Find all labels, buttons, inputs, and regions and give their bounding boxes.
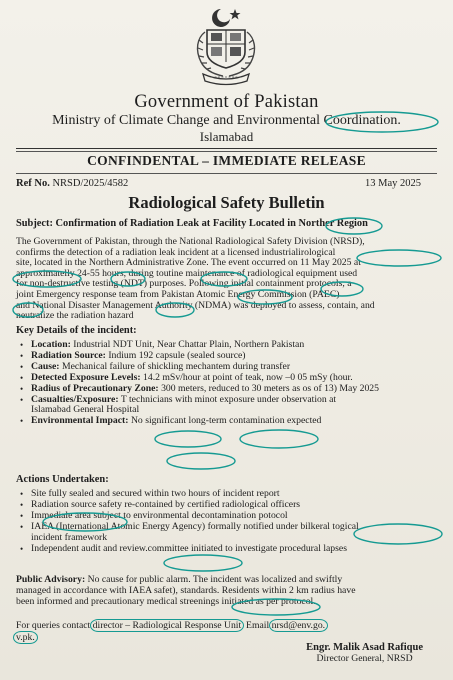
advisory-text: No cause for public alarm. The incident was localized and swiftly [87, 574, 343, 585]
detail-key: Environmental Impact: [31, 415, 129, 427]
intro-line: The Government of Pakistan, through the National Radiological Safety Division (NRSD), [16, 236, 365, 247]
detail-value: T technicians with minot exposure under observation at [120, 393, 337, 405]
city-line: Islamabad [199, 129, 254, 144]
list-item [16, 544, 437, 555]
state-emblem-icon [191, 6, 261, 86]
divider [16, 173, 437, 174]
reference-line [16, 178, 437, 189]
public-advisory [16, 575, 437, 608]
ministry-line [0, 113, 453, 129]
detail-key: Location: [31, 339, 71, 350]
government-heading: Government of Pakistan [134, 92, 319, 112]
actions-heading: Actions Undertaken: [16, 474, 109, 485]
ref-number: NRSD/2025/4582 [52, 178, 129, 189]
list-item [16, 395, 437, 417]
annotation-oval [240, 430, 318, 448]
subject-line: Subject: Confirmation of Radiation Leak at Facility Located in Norther Region [16, 218, 368, 229]
intro-line: neutralize the radiation hazard [16, 310, 134, 322]
detail-value: Mechanical failure of shickling mechantem during transfer [61, 360, 291, 372]
document-date: 13 May 2025 [365, 178, 421, 189]
divider [16, 151, 437, 152]
signatory-name: Engr. Malik Asad Rafique [306, 642, 423, 653]
divider [16, 148, 437, 149]
intro-line: for non-destructive testing (NDT) purposes. Pollowing initial containment protocols, a [16, 278, 352, 290]
advisory-label: Public Advisory: [16, 574, 86, 585]
email-link-continuation[interactable]: v.pk. [13, 631, 38, 644]
detail-value: No significant long-term contamination expected [130, 415, 322, 427]
detail-key: Radius of Precautionary Zone: [31, 382, 159, 394]
annotation-oval [167, 453, 235, 469]
key-details-list [16, 340, 437, 427]
intro-line: and National Disaster Management Authority (NDMA) was deployed to assess, contain, and [16, 299, 375, 311]
action-text: IAEA (International Atomic Energy Agency) formally notified under bilkeral togical [31, 520, 359, 532]
action-text: Site fully sealed and secured within two hours of incident report [31, 488, 280, 499]
email-link[interactable]: nrsd@env.go. [269, 619, 329, 632]
ref-label: Ref No. [16, 178, 50, 189]
intro-line: joint Emergency response team from Pakistan Atomic Energy Commission (PAEC) [16, 288, 340, 300]
detail-key: Casualties/Exposure: [31, 393, 119, 405]
action-text: Immediale area subject to environmental decontamination potocol [31, 509, 288, 521]
annotation-oval [155, 431, 221, 447]
advisory-text: been informed and precautionary medical streenings initiated as per protocol. [16, 595, 316, 607]
detail-continuation: Islamabad General Hospital [31, 404, 140, 416]
list-item [16, 522, 437, 544]
email-label: Email [246, 620, 270, 631]
bulletin-title: Radiological Safety Bulletin [128, 193, 325, 212]
key-details-heading: Key Details of the incident: [16, 325, 137, 336]
annotation-oval [164, 555, 242, 571]
actions-list [16, 489, 437, 554]
classification-banner: CONFINDENTAL – IMMEDIATE RELEASE [87, 153, 366, 168]
detail-key: Detected Exposure Levels: [31, 371, 141, 383]
advisory-text: managed in accordance with IAEA safet), standards. Residents within 2 km radius have [16, 584, 356, 596]
intro-line: approximatelly 24-55 hours, during toutine maintenance of radiological equipment used [16, 267, 358, 279]
detail-key: Cause: [31, 360, 60, 372]
signature-block [306, 642, 423, 664]
ministry-name: Ministry of Climate Change and Environmental Coordination. [52, 113, 401, 128]
detail-value: 14.2 mSv/hour at point of teak, now –0 05 mSy (hour. [143, 371, 353, 383]
detail-key: Radiation Source: [31, 349, 106, 361]
action-text: Independent audit and review.committee initiated to investigate procedural lapses [31, 542, 347, 554]
list-item [16, 416, 437, 427]
queries-line [16, 620, 325, 644]
queries-prefix: For queries contact [16, 620, 91, 631]
detail-value: Indium 192 capsule (sealed source) [108, 349, 246, 361]
contact-unit: director – Radiological Response Unit [90, 619, 245, 632]
intro-line: site, located in the Northern Administrative Zone. The event occurred on 11 May 2025 at [16, 257, 361, 269]
detail-value: 300 meters, reduced to 30 meters as os of 13) May 2025 [161, 382, 379, 394]
intro-line: confirms the detection of a radiation leak incident at a licensed industrialirological [16, 246, 336, 258]
action-continuation: incident framework [31, 531, 108, 543]
action-text: Radiation source safety re-contained by certified radiological officers [31, 498, 301, 510]
detail-value: Industrial NDT Unit, Near Chattar Plain, Northern Pakistan [73, 339, 305, 350]
signatory-title: Director General, NRSD [316, 653, 413, 664]
intro-paragraph [16, 237, 437, 322]
